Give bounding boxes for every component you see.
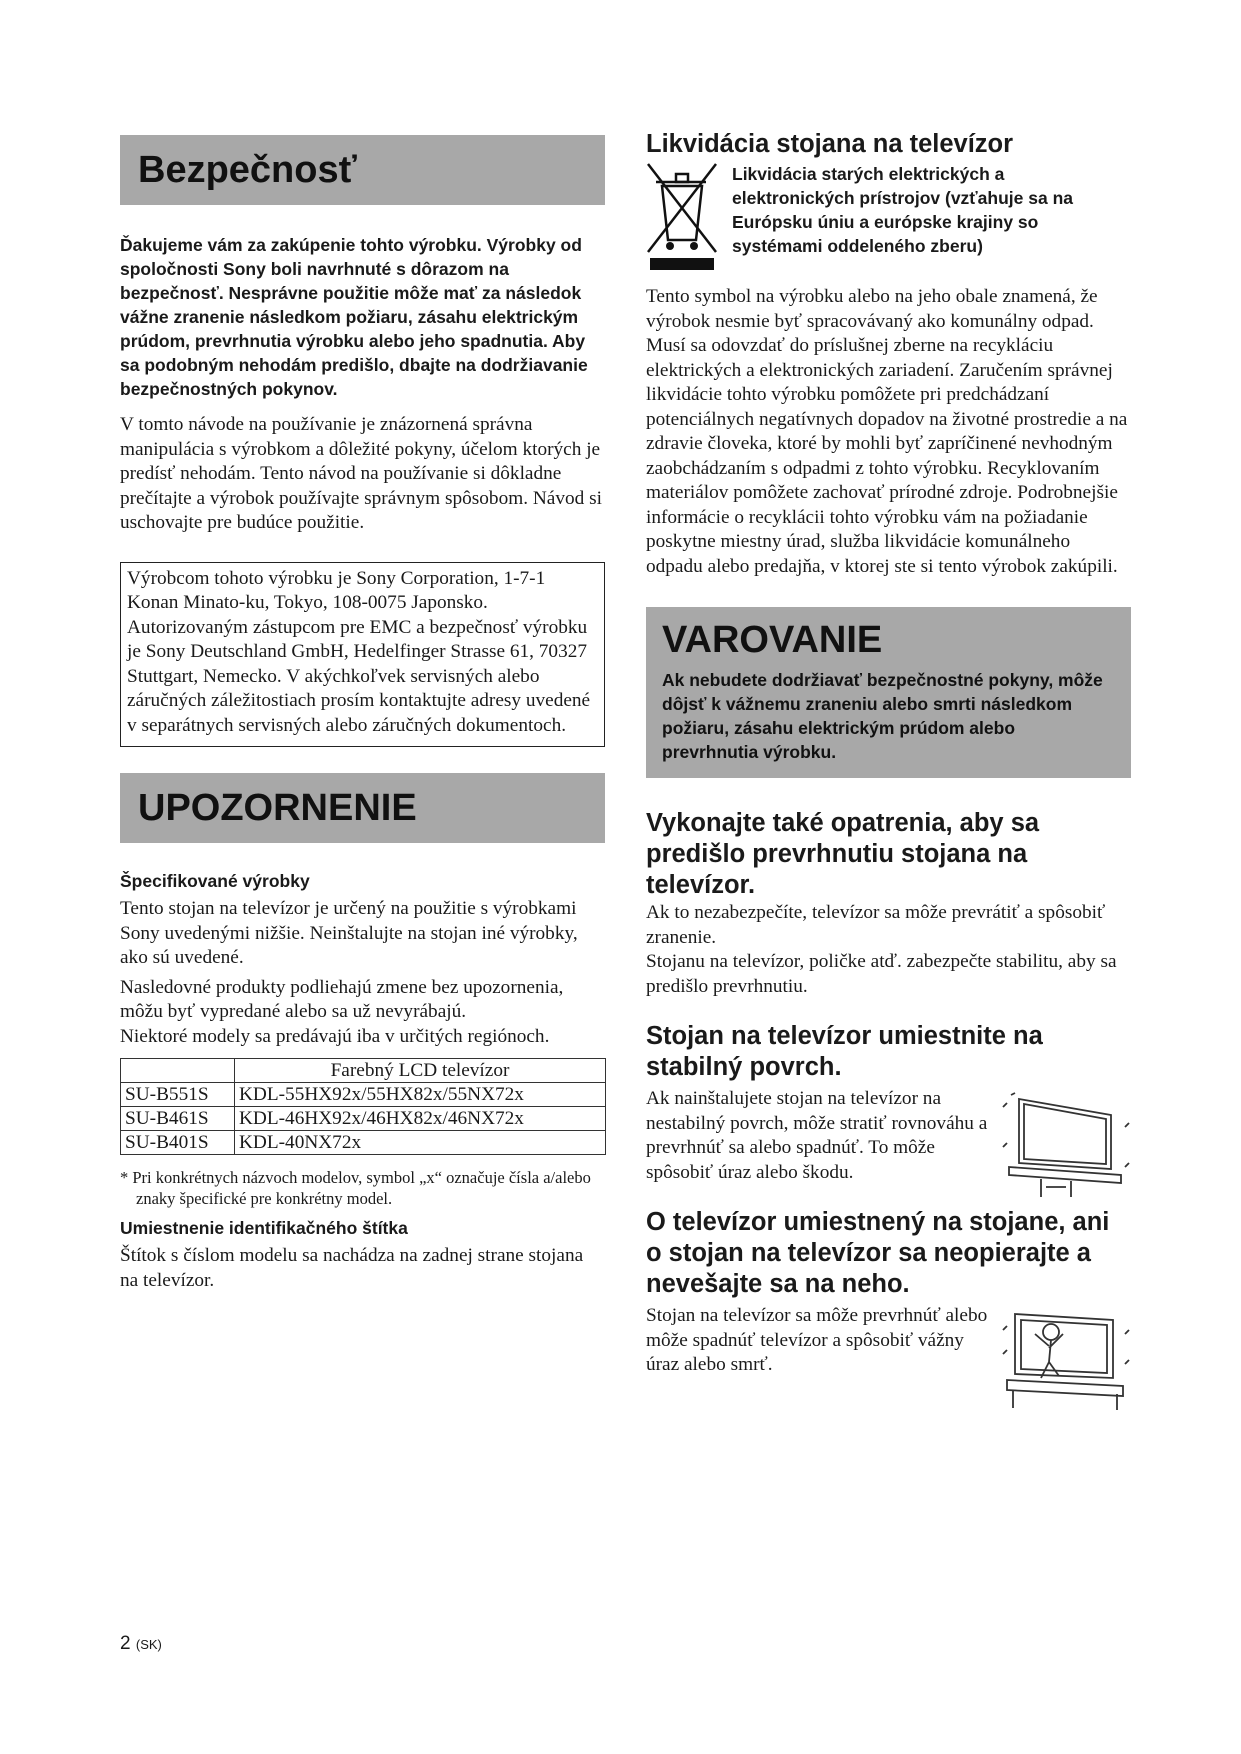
label-body: Štítok s číslom modelu sa nachádza na zadnej strane stojana na televízor. (120, 1245, 584, 1291)
section3-heading: O televízor umiestnený na stojane, ani o stojan na televízor sa neopierajte a nevešajte sa na neho. (646, 1208, 1110, 1298)
specified-p2: Nasledovné produkty podliehajú zmene bez upozornenia, môžu byť vypredané alebo sa už nevyrábajú. (120, 976, 564, 1022)
label-heading: Umiestnenie identifikačného štítka (120, 1218, 408, 1238)
table-row (121, 1131, 606, 1155)
section3-body: Stojan na televízor sa môže prevrhnúť alebo môže spadnúť televízor a spôsobiť vážny úraz alebo smrť. (646, 1305, 988, 1375)
language-code: (SK) (135, 1637, 162, 1652)
table-header-row (121, 1059, 606, 1083)
section3-block (646, 1304, 1131, 1378)
caution-banner: UPOZORNENIE (120, 773, 605, 843)
left-column (120, 135, 605, 1293)
disposal-heading: Likvidácia stojana na televízor (646, 130, 1014, 158)
table-header-empty (121, 1059, 235, 1083)
section1-heading: Vykonajte také opatrenia, aby sa predišlo prevrhnutiu stojana na televízor. (646, 809, 1040, 899)
section2-block (646, 1087, 1131, 1185)
manufacturer-box (120, 562, 605, 748)
models-table (120, 1058, 606, 1155)
section1-p1: Ak to nezabezpečíte, televízor sa môže prevrátiť a spôsobiť zranenie. (646, 902, 1106, 948)
leaning-on-tv-illustration (1001, 1304, 1131, 1417)
table-header: Farebný LCD televízor (235, 1059, 606, 1083)
specified-heading: Špecifikované výrobky (120, 871, 310, 891)
right-column (646, 130, 1131, 1417)
models-cell: KDL-55HX92x/55HX82x/55NX72x (235, 1083, 606, 1107)
page-number: 2 (120, 1633, 131, 1654)
table-note: * Pri konkrétnych názvoch modelov, symbol „x“ označuje čísla a/alebo znaky špecifické pre konkrétny model. (120, 1168, 591, 1208)
stand-cell: SU-B401S (121, 1131, 235, 1155)
specified-p3: Niektoré modely sa predávajú iba v určitých regiónoch. (120, 1025, 550, 1047)
warning-box (646, 607, 1131, 778)
models-cell: KDL-40NX72x (235, 1131, 606, 1155)
warning-text: Ak nebudete dodržiavať bezpečnostné pokyny, môže dôjsť k vážnemu zraneniu alebo smrti následkom požiaru, zásahu elektrickým prúdom alebo prevrhnutia výrobku. (662, 670, 1103, 762)
crossed-bin-icon (646, 162, 720, 275)
section2-body: Ak nainštalujete stojan na televízor na nestabilný povrch, môže stratiť rovnováhu a prevrhnúť sa alebo spadnúť. To môže spôsobiť úraz alebo škodu. (646, 1088, 988, 1183)
stand-cell: SU-B551S (121, 1083, 235, 1107)
section2-heading: Stojan na televízor umiestnite na stabilný povrch. (646, 1022, 1043, 1081)
specified-p1: Tento stojan na televízor je určený na použitie s výrobkami Sony uvedenými nižšie. Neinštalujte na stojan iné výrobky, ako sú uvedené. (120, 898, 578, 968)
models-cell: KDL-46HX92x/46HX82x/46NX72x (235, 1107, 606, 1131)
stand-cell: SU-B461S (121, 1107, 235, 1131)
page-footer (120, 1633, 162, 1655)
table-row (121, 1107, 606, 1131)
disposal-block (646, 162, 1131, 275)
unstable-tv-illustration (1001, 1087, 1131, 1202)
warning-title: VAROVANIE (662, 619, 883, 661)
safety-lead: Ďakujeme vám za zakúpenie tohto výrobku. Výrobky od spoločnosti Sony boli navrhnuté s dôrazom na bezpečnosť. Nesprávne použitie môže mať za následok vážne zranenie následkom požiaru, zásahu elektrickým prúdom, prevrhnutia výrobku alebo jeho spadnutia. Aby sa podobným nehodám predišlo, dbajte na dodržiavanie bezpečnostných pokynov. (120, 235, 588, 399)
manufacturer-text: Výrobcom tohoto výrobku je Sony Corporation, 1-7-1 Konan Minato-ku, Tokyo, 108-0075 Japonsko. Autorizovaným zástupcom pre EMC a bezpečnosť výrobku je Sony Deutschland GmbH, Hedelfinger Strasse 61, 70327 Stuttgart, Nemecko. V akýchkoľvek servisných alebo záručných záležitostiach prosím kontaktujte adresy uvedené v separátnych servisných alebo záručných dokumentoch. (127, 567, 591, 736)
table-row (121, 1083, 606, 1107)
section1-p2: Stojanu na televízor, poličke atď. zabezpečte stabilitu, aby sa predišlo prevrhnutiu. (646, 951, 1117, 997)
safety-body: V tomto návode na používanie je znázornená správna manipulácia s výrobkom a dôležité pokyny, účelom ktorých je predísť nehodám. Tento návod na používanie si dôkladne prečítajte a výrobok používajte správnym spôsobom. Návod si uschovajte pre budúce použitie. (120, 414, 602, 533)
disposal-body: Tento symbol na výrobku alebo na jeho obale znamená, že výrobok nesmie byť spracovávaný ako komunálny odpad. Musí sa odovzdať do príslušnej zberne na recykláciu elektrických a elektronických zariadení. Zaručením správnej likvidácie tohto výrobku pomôžete pri predchádzaní potenciálnych negatívnych dopadov na životné prostredie a na zdravie človeka, ktoré by mohli byť zapríčinené nevhodným zaobchádzaním s odpadmi z tohto výrobku. Recyklovaním materiálov pomôžete zachovať prírodné zdroje. Podrobnejšie informácie o recyklácii tohto výrobku vám na požiadanie poskytne miestny úrad, služba likvidácie komunálneho odpadu alebo predajňa, v ktorej ste si tento výrobok zakúpili. (646, 286, 1128, 577)
disposal-lead: Likvidácia starých elektrických a elektronických prístrojov (vzťahuje sa na Európsku úniu a európske krajiny so systémami oddeleného zberu) (732, 164, 1074, 256)
safety-banner: Bezpečnosť (120, 135, 605, 205)
